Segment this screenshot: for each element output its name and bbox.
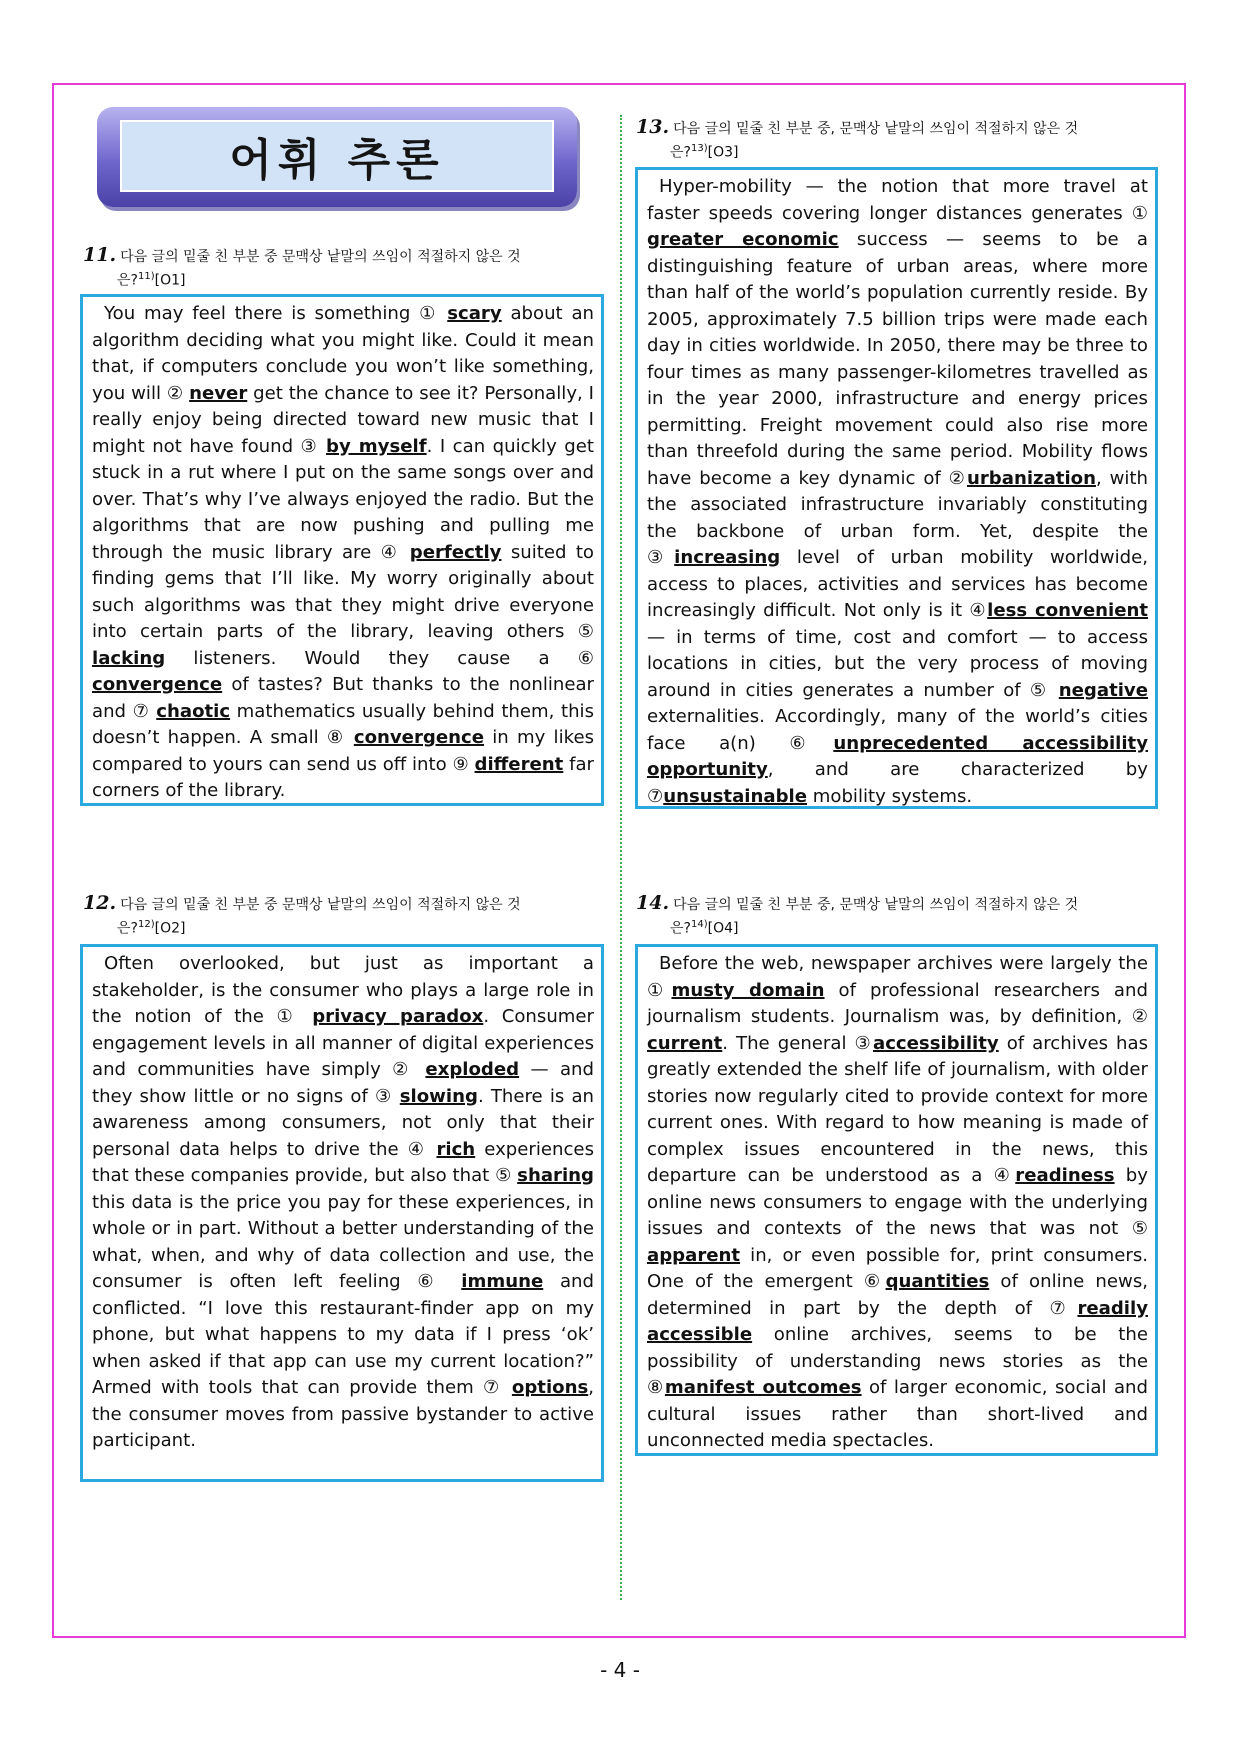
section-title: 어휘 추론 — [120, 120, 554, 192]
question-code: [O3] — [707, 144, 739, 161]
passage-segment: mobility systems. — [807, 785, 973, 807]
passage-segment: — and they show little or no signs of ③ — [92, 1059, 595, 1107]
passage-box-12 — [80, 944, 604, 1482]
underlined-word: slowing — [399, 1085, 478, 1107]
question-text-end: 은? — [670, 920, 691, 937]
question-text-end: 은? — [117, 272, 138, 289]
passage-text — [647, 951, 1148, 1455]
question-number: 12. — [83, 892, 117, 914]
passage-text — [92, 951, 594, 1455]
underlined-word: chaotic — [156, 700, 231, 722]
question-text-end: 은? — [670, 144, 691, 161]
underlined-word: manifest outcomes — [664, 1377, 862, 1398]
underlined-word: increasing — [674, 547, 781, 568]
footnote-marker: 14) — [690, 919, 708, 930]
underlined-word: never — [189, 382, 248, 404]
underlined-word: perfectly — [409, 541, 502, 563]
question-header-13 — [636, 118, 1156, 163]
footnote-marker: 11) — [137, 271, 155, 282]
question-text: 다음 글의 밑줄 친 부분 중 문맥상 낱말의 쓰임이 적절하지 않은 것 — [120, 249, 521, 265]
underlined-word: musty domain — [671, 979, 825, 1001]
underlined-word: readiness — [1015, 1165, 1115, 1186]
question-number: 11. — [83, 244, 117, 266]
question-code: [O1] — [154, 272, 186, 289]
underlined-word: less convenient — [987, 600, 1148, 621]
passage-segment: . Consumer engagement levels in all manner of digital experiences and communities have simply ② — [92, 1006, 594, 1080]
underlined-word: rich — [436, 1138, 476, 1160]
question-text-end: 은? — [117, 920, 138, 937]
passage-segment: far corners of the library. — [92, 753, 594, 801]
underlined-word: options — [511, 1377, 589, 1398]
passage-segment: get the chance to see it? Personally, I really enjoy being directed toward new music that I might not have found ③ — [92, 382, 594, 457]
passage-segment: . I can quickly get stuck in a rut where I put on the same songs over and over. That’s why I’ve always enjoyed the radio. But the algorithms that are now pushing and pulling me through the music library are ④ — [92, 435, 594, 563]
underlined-word: by myself — [326, 435, 427, 457]
passage-segment: suited to finding gems that I’ll like. My worry originally about such algorithms was that they might drive everyone into certain parts of the library, leaving others ⑤ — [92, 541, 594, 642]
underlined-word: readily accessible — [647, 1297, 1148, 1345]
question-number: 14. — [636, 892, 670, 914]
question-number: 13. — [636, 116, 670, 138]
underlined-word: different — [474, 753, 564, 775]
question-header-12 — [83, 894, 603, 939]
passage-segment: this data is the price you pay for these experiences, in whole or in part. Without a better understanding of the what, when, and why of data collection and use, the consumer is often left feeling ⑥ — [92, 1191, 594, 1292]
passage-text — [92, 301, 594, 805]
passage-segment: Hyper-mobility — the notion that more travel at faster speeds covering longer distances generates ① — [647, 176, 1148, 224]
passage-segment: of professional researchers and journalism students. Journalism was, by definition, ② — [647, 979, 1148, 1027]
passage-segment: by online news consumers to engage with the underlying issues and contexts of the news that was not ⑤ — [647, 1165, 1148, 1239]
passage-text — [647, 174, 1148, 810]
underlined-word: accessibility — [873, 1032, 999, 1054]
passage-segment: You may feel there is something ① — [104, 303, 448, 324]
passage-box-14 — [635, 944, 1158, 1456]
passage-box-13 — [635, 167, 1158, 809]
passage-segment: , with the associated infrastructure invariably constituting the backbone of urban form. Yet, despite the ③ — [647, 467, 1148, 568]
passage-segment: of tastes? But thanks to the nonlinear and ⑦ — [92, 674, 594, 722]
underlined-word: unprecedented accessibility opportunity — [647, 732, 1149, 780]
passage-segment: success — seems to be a distinguishing feature of urban areas, where more than half of the world’s population currently reside. By 2005, approximately 7.5 billion trips were made each day in cities worldwide. In 2050, there may be three to four times as many passenger-kilometres travelled as in the year 2000, infrastructure and energy prices permitting. Freight movement could also rise more than threefold during the same period. Mobility flows have become a key dynamic of ② — [647, 229, 1148, 489]
passage-segment: . The general ③ — [722, 1032, 873, 1054]
page-number: - 4 - — [600, 1658, 640, 1682]
passage-segment: mathematics usually behind them, this doesn’t happen. A small ⑧ — [92, 700, 594, 748]
passage-segment: of online news, determined in part by the depth of ⑦ — [647, 1271, 1148, 1319]
passage-segment: in, or even possible for, print consumers. One of the emergent ⑥ — [647, 1244, 1148, 1292]
underlined-word: privacy paradox — [312, 1006, 484, 1027]
passage-segment: experiences that these companies provide, but also that ⑤ — [92, 1138, 594, 1186]
passage-segment: about an algorithm deciding what you might like. Could it mean that, if computers conclude you won’t like something, you will ② — [92, 303, 595, 404]
underlined-word: scary — [447, 303, 502, 324]
passage-box-11 — [80, 294, 604, 806]
passage-segment: — in terms of time, cost and comfort — to access locations in cities, but the very process of moving around in cities generates a number of ⑤ — [647, 626, 1148, 701]
passage-segment: , and are characterized by ⑦ — [647, 759, 1148, 807]
passage-segment: Before the web, newspaper archives were largely the ① — [647, 953, 1148, 1001]
question-code: [O4] — [707, 920, 739, 937]
underlined-word: convergence — [92, 674, 223, 695]
question-code: [O2] — [154, 920, 186, 937]
column-divider — [620, 115, 622, 1600]
question-text: 다음 글의 밑줄 친 부분 중, 문맥상 낱말의 쓰임이 적절하지 않은 것 — [673, 121, 1079, 137]
underlined-word: immune — [461, 1271, 544, 1292]
passage-segment: level of urban mobility worldwide, access to places, activities and services has become increasingly difficult. Not only is it ④ — [647, 547, 1148, 621]
question-text: 다음 글의 밑줄 친 부분 중, 문맥상 낱말의 쓰임이 적절하지 않은 것 — [673, 897, 1079, 913]
underlined-word: apparent — [647, 1244, 741, 1266]
underlined-word: unsustainable — [663, 785, 807, 807]
underlined-word: current — [647, 1032, 723, 1054]
footnote-marker: 12) — [137, 919, 155, 930]
passage-segment: of larger economic, social and cultural issues rather than short-lived and unconnected media spectacles. — [647, 1377, 1148, 1451]
underlined-word: greater economic — [647, 229, 839, 250]
passage-segment: and conflicted. “I love this restaurant-finder app on my phone, but what happens to my data if I press ‘ok’ when asked if that app can use my current location?” Armed with tools that can provide them ⑦ — [92, 1271, 594, 1398]
underlined-word: lacking — [92, 647, 166, 669]
passage-segment: listeners. Would they cause a ⑥ — [165, 647, 594, 669]
passage-segment: externalities. Accordingly, many of the world’s cities face a(n) ⑥ — [647, 706, 1148, 754]
passage-segment: , the consumer moves from passive bystander to active participant. — [92, 1377, 594, 1451]
underlined-word: negative — [1058, 679, 1148, 701]
question-header-11 — [83, 246, 603, 291]
underlined-word: sharing — [517, 1165, 594, 1186]
passage-segment: online archives, seems to be the possibility of understanding news stories as the ⑧ — [647, 1324, 1148, 1398]
passage-segment: in my likes compared to yours can send us off into ⑨ — [92, 727, 595, 775]
passage-segment: Often overlooked, but just as important a stakeholder, is the consumer who plays a large role in the notion of the ① — [92, 953, 594, 1027]
underlined-word: exploded — [425, 1059, 520, 1080]
question-text: 다음 글의 밑줄 친 부분 중 문맥상 낱말의 쓰임이 적절하지 않은 것 — [120, 897, 521, 913]
underlined-word: convergence — [353, 727, 484, 748]
question-header-14 — [636, 894, 1156, 939]
footnote-marker: 13) — [690, 143, 708, 154]
underlined-word: urbanization — [967, 467, 1096, 489]
passage-segment: of archives has greatly extended the shelf life of journalism, with older stories now regularly cited to provide context for more current ones. With regard to how meaning is made of complex issues encountered in the news, this departure can be understood as a ④ — [647, 1032, 1149, 1186]
passage-segment: . There is an awareness among consumers, not only that their personal data helps to drive the ④ — [92, 1085, 594, 1160]
underlined-word: quantities — [885, 1271, 990, 1292]
